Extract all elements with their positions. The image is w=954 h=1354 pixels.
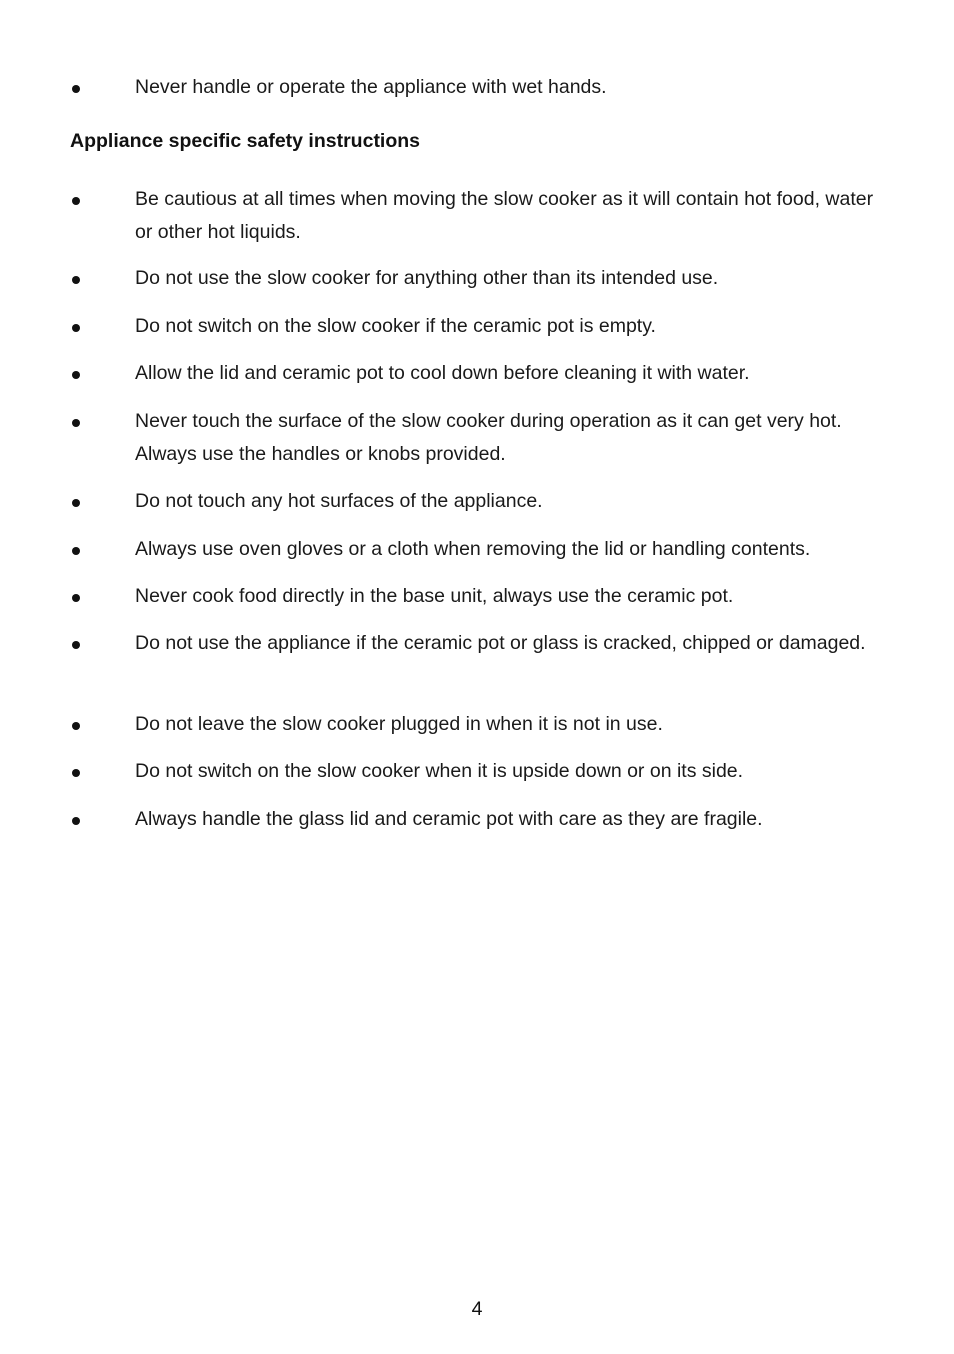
list-item-text: Always handle the glass lid and ceramic pot with care as they are fragile. xyxy=(135,808,763,830)
bullet-icon xyxy=(72,276,80,284)
bullet-icon xyxy=(72,324,80,332)
bullet-icon xyxy=(72,641,80,649)
list-item-text: Never cook food directly in the base unit, always use the ceramic pot. xyxy=(135,585,734,607)
section-heading: Appliance specific safety instructions xyxy=(70,130,421,152)
list-item-text: Never touch the surface of the slow cooker during operation as it can get very hot. Always use the handles or knobs provided. xyxy=(135,410,842,465)
bullet-icon xyxy=(72,371,80,379)
list-item-text: Do not touch any hot surfaces of the appliance. xyxy=(135,490,543,512)
list-item-text: Do not leave the slow cooker plugged in when it is not in use. xyxy=(135,713,663,735)
bullet-icon xyxy=(72,594,80,602)
list-item-text: Do not use the slow cooker for anything other than its intended use. xyxy=(135,267,719,289)
list-item-text: Do not use the appliance if the ceramic pot or glass is cracked, chipped or damaged. xyxy=(135,632,866,654)
bullet-icon xyxy=(72,547,80,555)
list-item-text: Allow the lid and ceramic pot to cool down before cleaning it with water. xyxy=(135,362,750,384)
bullet-icon xyxy=(72,817,80,825)
bullet-icon xyxy=(72,197,80,205)
list-item-text: Be cautious at all times when moving the slow cooker as it will contain hot food, water or other hot liquids. xyxy=(135,188,874,243)
page-number: 4 xyxy=(471,1298,483,1320)
bullet-icon xyxy=(72,85,80,93)
list-item-text: Never handle or operate the appliance with wet hands. xyxy=(135,76,607,98)
bullet-icon xyxy=(72,499,80,507)
bullet-icon xyxy=(72,419,80,427)
bullet-icon xyxy=(72,769,80,777)
list-item-text: Do not switch on the slow cooker if the ceramic pot is empty. xyxy=(135,315,656,337)
list-item-text: Do not switch on the slow cooker when it is upside down or on its side. xyxy=(135,760,744,782)
list-item-text: Always use oven gloves or a cloth when removing the lid or handling contents. xyxy=(135,538,811,560)
bullet-icon xyxy=(72,722,80,730)
